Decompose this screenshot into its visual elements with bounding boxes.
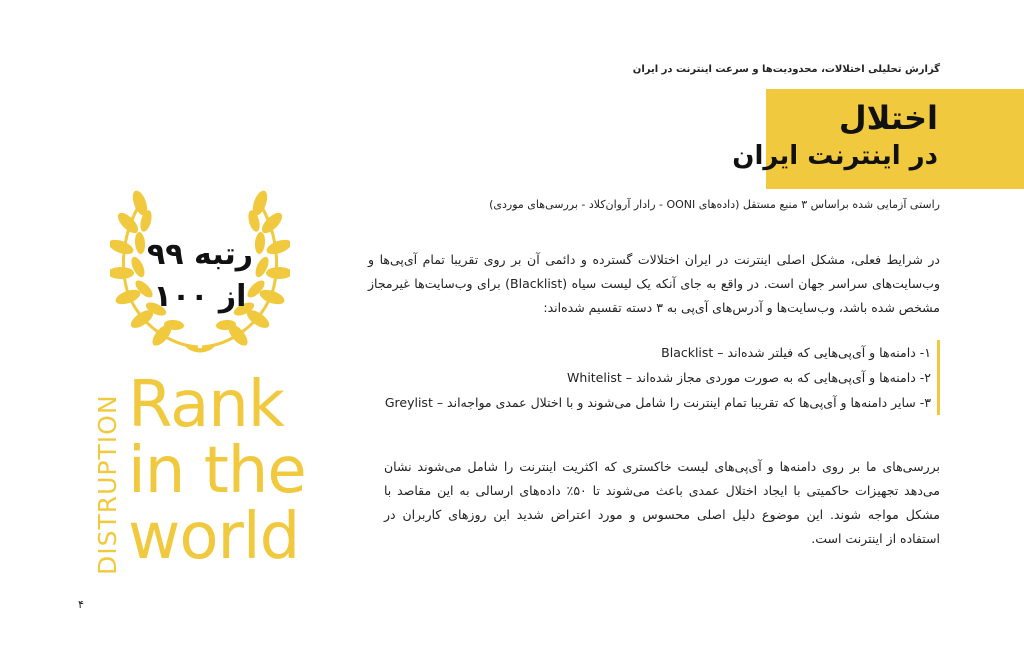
title-line-1: اختلال	[838, 99, 938, 137]
list-item: ۲- دامنه‌ها و آی‌پی‌هایی که به صورت موردی مجاز شده‌اند – Whitelist	[567, 370, 931, 385]
rank-text-line-1: Rank	[128, 368, 284, 442]
header-caption: گزارش تحلیلی اختلالات، محدودیت‌ها و سرعت اینترنت در ایران	[632, 64, 940, 75]
second-paragraph: بررسی‌های ما بر روی دامنه‌ها و آی‌پی‌های لیست خاکستری که اکثریت اینترنت را شامل می‌شوند نشان می‌دهد تجهیزات حاکمیتی با ایجاد اختلال عمدی باعث می‌شوند تا ۵۰٪ داده‌های ارسالی به این مقاصد با مشکل مواجه شوند. این موضوع دلیل اصلی محسوس و مورد اعتراض شدید این روزهای کاربران در استفاده از اینترنت است.	[384, 459, 940, 546]
rank-in-world-text	[128, 368, 428, 574]
intro-paragraph: در شرایط فعلی، مشکل اصلی اینترنت در ایران اختلالات گسترده و دائمی آن بر روی تقریبا تمام آی‌پی‌ها و وب‌سایت‌های سراسر جهان است. در واقع به جای آنکه یک لیست سیاه (Blacklist) برای وب‌سایت‌ها غیرمجاز مشخص شده باشد، وب‌سایت‌ها و آدرس‌های آی‌پی به ۳ دسته تقسیم شده‌اند:	[368, 252, 940, 315]
subtitle: راستی آزمایی شده براساس ۳ منبع مستقل (داده‌های OONI - رادار آروان‌کلاد - بررسی‌های موردی)	[489, 198, 940, 211]
rank-badge-line-2: از ۱۰۰	[153, 279, 247, 314]
rank-text-line-3: world	[128, 500, 300, 574]
list-item: ۳- سایر دامنه‌ها و آی‌پی‌ها که تقریبا تمام اینترنت را شامل می‌شوند و با اختلال عمدی مواجه‌اند – Greylist	[384, 395, 931, 410]
title-line-2: در اینترنت ایران	[732, 141, 938, 171]
rank-badge-line-1: رتبه ۹۹	[146, 237, 254, 272]
vertical-word: DISTRUPTION	[93, 394, 122, 575]
page-number: ۴	[78, 598, 84, 611]
list-item: ۱- دامنه‌ها و آی‌پی‌هایی که فیلتر شده‌اند – Blacklist	[661, 345, 931, 360]
category-list	[371, 340, 940, 415]
rank-text-line-2: in the	[128, 434, 306, 508]
rank-badge	[110, 185, 290, 360]
laurel-wreath-icon	[110, 185, 290, 360]
title-box	[732, 89, 1024, 189]
